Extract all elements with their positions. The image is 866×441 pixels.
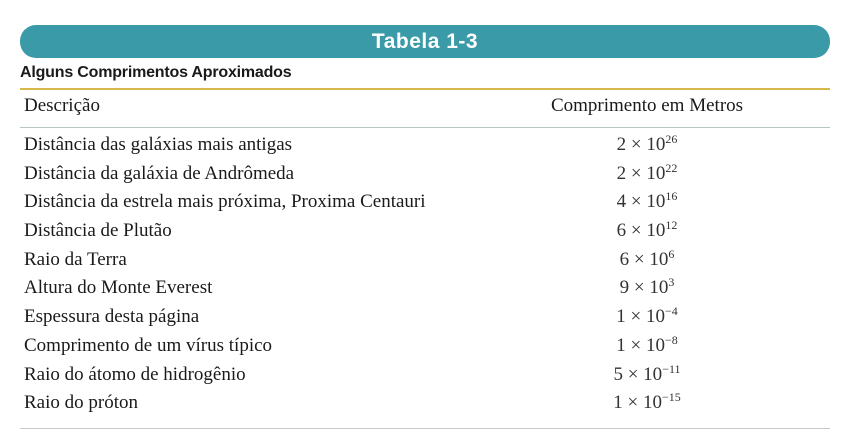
- table-row: [0, 304, 866, 333]
- table-row: [0, 218, 866, 247]
- row-length: [532, 246, 762, 271]
- length-exponent: 3: [668, 275, 675, 290]
- length-exponent: 6: [668, 246, 675, 261]
- row-length: [532, 134, 762, 156]
- length-mantissa: 2 × 10: [616, 134, 666, 155]
- table-row: [0, 161, 866, 190]
- table-title: Tabela 1-3: [371, 29, 479, 53]
- row-description: Distância da galáxia de Andrômeda: [24, 162, 295, 184]
- row-description: Espessura desta página: [24, 306, 200, 328]
- header-length: Comprimento em Metros: [550, 95, 744, 116]
- length-mantissa: 4 × 10: [616, 191, 666, 213]
- length-exponent: −15: [661, 390, 681, 405]
- row-length: [532, 361, 762, 386]
- row-length: [532, 220, 762, 242]
- row-length: [532, 191, 762, 213]
- subtitle-divider: [20, 88, 830, 90]
- row-description: Raio da Terra: [24, 248, 127, 270]
- row-description: Distância de Plutão: [24, 220, 172, 242]
- table-row: [0, 189, 866, 218]
- row-length: [532, 392, 762, 414]
- table-row: [0, 390, 866, 419]
- row-description: Raio do próton: [24, 392, 138, 414]
- row-length: [532, 277, 762, 299]
- table-row: [0, 275, 866, 304]
- row-length: [532, 332, 762, 357]
- row-description: Comprimento de um vírus típico: [24, 334, 273, 356]
- length-mantissa: 1 × 10: [616, 334, 665, 356]
- header-description: Descrição: [24, 95, 100, 116]
- table-row: [0, 362, 866, 391]
- length-exponent: −11: [662, 361, 681, 376]
- length-exponent: 26: [665, 132, 678, 146]
- length-exponent: −4: [664, 304, 678, 319]
- length-mantissa: 6 × 10: [616, 220, 666, 242]
- length-mantissa: 5 × 10: [613, 363, 663, 385]
- length-mantissa: 2 × 10: [616, 162, 666, 184]
- length-exponent: 16: [665, 189, 678, 204]
- table-row: [0, 247, 866, 276]
- length-exponent: −8: [664, 332, 678, 347]
- length-mantissa: 1 × 10: [613, 392, 662, 414]
- table-row: [0, 132, 866, 161]
- length-mantissa: 9 × 10: [619, 277, 669, 299]
- length-mantissa: 6 × 10: [619, 248, 669, 270]
- table-banner: [20, 25, 830, 58]
- row-length: [532, 306, 762, 328]
- row-description: Distância da estrela mais próxima, Proxima Centauri: [24, 191, 426, 213]
- row-description: Distância das galáxias mais antigas: [24, 134, 293, 155]
- table-bottom-rule: [20, 428, 830, 429]
- length-exponent: 22: [665, 160, 678, 175]
- length-exponent: 12: [665, 218, 678, 233]
- row-description: Altura do Monte Everest: [24, 277, 213, 299]
- length-mantissa: 1 × 10: [616, 306, 665, 328]
- row-description: Raio do átomo de hidrogênio: [24, 363, 246, 385]
- header-divider: [20, 127, 830, 128]
- table-subtitle: Alguns Comprimentos Aproximados: [20, 64, 292, 81]
- table-row: [0, 333, 866, 362]
- table-body: [0, 132, 866, 419]
- row-length: [532, 160, 762, 185]
